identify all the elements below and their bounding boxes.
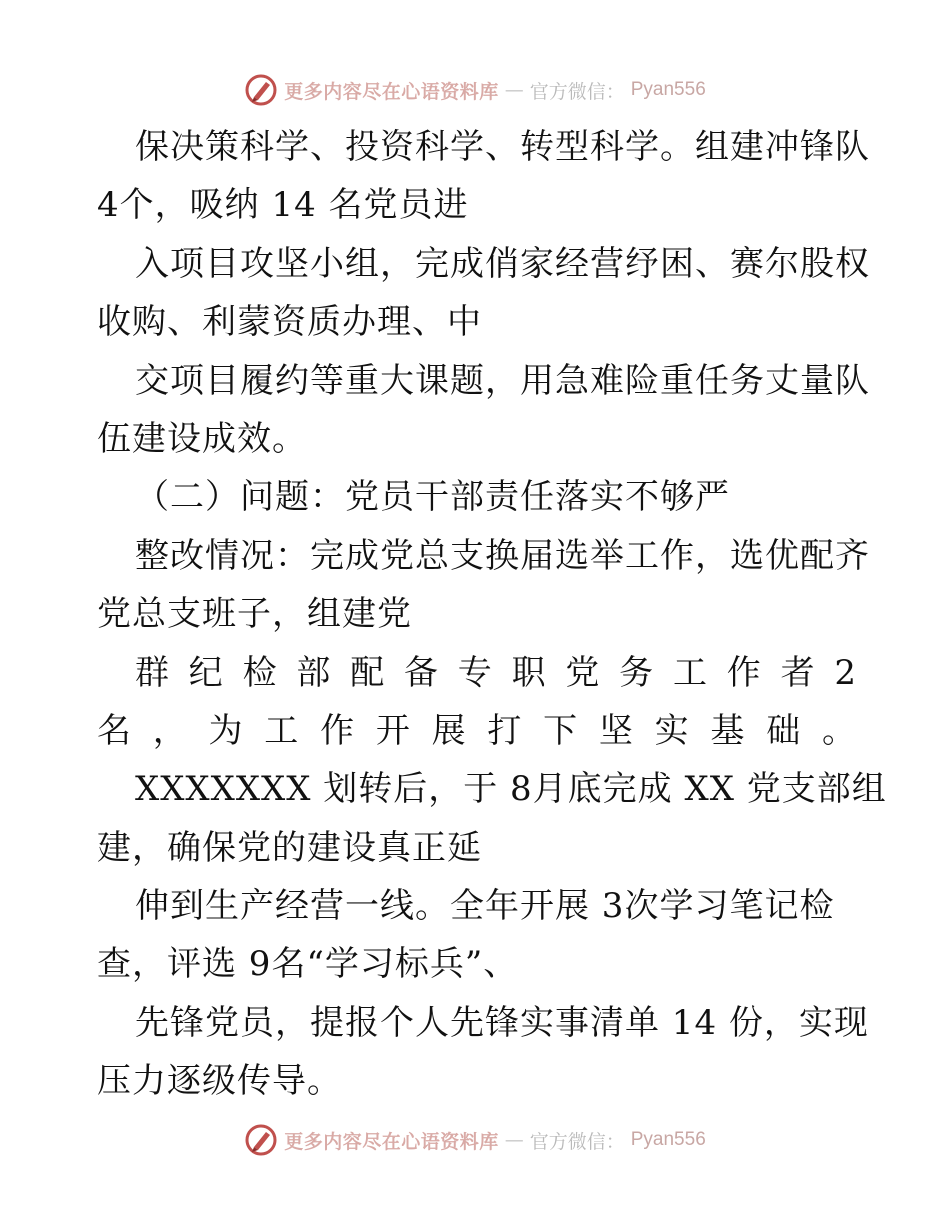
- text-line-justified: [97, 644, 857, 702]
- text-char: 党: [565, 652, 601, 693]
- watermark-dash: —: [504, 1129, 524, 1151]
- watermark-wechat-label: 官方微信：: [529, 80, 625, 103]
- text-char: 工: [672, 652, 708, 693]
- text-line: XXXXXXX 划转后，于 8月底完成 XX 党支部组: [135, 769, 887, 810]
- text-line: 党总支班子，组建党: [97, 594, 412, 635]
- text-line: （二）问题：党员干部责任落实不够严: [135, 477, 730, 518]
- text-char: 群: [135, 652, 170, 693]
- text-char: 为: [208, 710, 244, 751]
- header-watermark: [0, 68, 950, 112]
- text-char: 部: [296, 652, 332, 693]
- text-line: 保决策科学、投资科学、转型科学。组建冲锋队: [135, 127, 870, 167]
- text-char: 打: [487, 710, 523, 751]
- pen-logo-icon: [244, 1123, 278, 1157]
- text-char: 开: [375, 710, 411, 751]
- text-line: 建，确保党的建设真正延: [97, 827, 482, 868]
- footer-watermark: [0, 1118, 950, 1162]
- text-line: 交项目履约等重大课题，用急难险重任务丈量队: [135, 360, 870, 401]
- text-line: 先锋党员，提报个人先锋实事清单 14 份，实现: [135, 1002, 869, 1043]
- text-char: 下: [543, 710, 579, 751]
- text-char: 备: [403, 652, 439, 693]
- text-char: 作: [320, 710, 356, 751]
- watermark-wechat-id: Pyan556: [630, 1129, 706, 1150]
- text-char: 。: [821, 710, 857, 751]
- text-char: 者: [780, 652, 816, 693]
- watermark-wechat-label: 官方微信：: [529, 1130, 625, 1153]
- text-line: 压力逐级传导。: [97, 1061, 342, 1102]
- text-char: ，: [152, 710, 188, 751]
- watermark-dash: —: [504, 79, 524, 101]
- watermark-wechat-id: Pyan556: [630, 79, 706, 100]
- text-char: 实: [654, 710, 690, 751]
- pen-logo-icon: [244, 73, 278, 107]
- text-char: 坚: [598, 710, 634, 751]
- text-char: 检: [242, 652, 278, 693]
- watermark-site-name: 更多内容尽在心语资料库: [284, 80, 499, 103]
- text-char: 工: [264, 710, 300, 751]
- text-char: 务: [619, 652, 655, 693]
- text-line: 收购、利蒙资质办理、中: [97, 302, 482, 343]
- text-char: 纪: [188, 652, 224, 693]
- text-char: 基: [710, 710, 746, 751]
- text-line: 整改情况：完成党总支换届选举工作，选优配齐: [135, 535, 870, 576]
- text-char: 展: [431, 710, 467, 751]
- text-char: 职: [511, 652, 547, 693]
- text-line: 入项目攻坚小组，完成俏家经营纾困、赛尔股权: [135, 243, 870, 284]
- text-char: 配: [350, 652, 386, 693]
- text-line: 4个，吸纳 14 名党员进: [97, 185, 469, 226]
- text-char: 2: [834, 652, 857, 693]
- text-char: 础: [766, 710, 802, 751]
- text-char: 专: [457, 652, 493, 693]
- text-line: 查，评选 9名“学习标兵”、: [97, 944, 519, 985]
- document-body: [97, 118, 887, 1111]
- text-line: 伸到生产经营一线。全年开展 3次学习笔记检: [135, 886, 835, 927]
- text-line-justified: [97, 702, 857, 760]
- text-char: 名: [97, 710, 132, 751]
- text-line: 伍建设成效。: [97, 418, 307, 459]
- text-char: 作: [726, 652, 762, 693]
- watermark-site-name: 更多内容尽在心语资料库: [284, 1130, 499, 1153]
